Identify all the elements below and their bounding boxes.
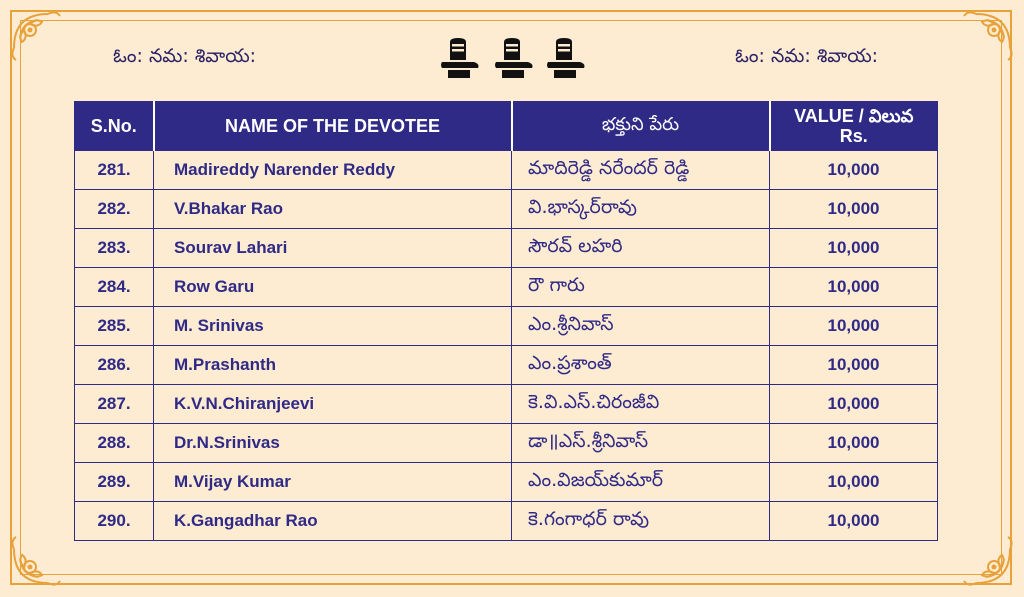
cell-value: 10,000 [770,151,938,190]
cell-name: K.Gangadhar Rao [154,502,512,541]
col-header-value-line2: Rs. [839,126,868,146]
col-header-sno: S.No. [75,102,154,151]
col-header-telugu-name: భక్తుని పేరు [512,102,770,151]
cell-telugu-name: డా॥ఎస్.శ్రీనివాస్ [512,424,770,463]
cell-value: 10,000 [770,502,938,541]
cell-sno: 289. [75,463,154,502]
cell-name: M.Prashanth [154,346,512,385]
cell-sno: 285. [75,307,154,346]
cell-sno: 290. [75,502,154,541]
cell-sno: 287. [75,385,154,424]
shiva-lingam-group [440,38,586,80]
cell-sno: 286. [75,346,154,385]
table-row [75,190,938,229]
table-row [75,151,938,190]
cell-telugu-name: ఎం.శ్రీనివాస్ [512,307,770,346]
cell-value: 10,000 [770,268,938,307]
cell-value: 10,000 [770,463,938,502]
cell-sno: 283. [75,229,154,268]
cell-name: K.V.N.Chiranjeevi [154,385,512,424]
cell-name: M. Srinivas [154,307,512,346]
cell-value: 10,000 [770,190,938,229]
cell-value: 10,000 [770,385,938,424]
cell-value: 10,000 [770,424,938,463]
cell-name: Madireddy Narender Reddy [154,151,512,190]
shiva-lingam-icon [547,38,585,78]
cell-name: Dr.N.Srinivas [154,424,512,463]
cell-telugu-name: మాదిరెడ్డి నరేందర్ రెడ్డి [512,151,770,190]
cell-name: V.Bhakar Rao [154,190,512,229]
cell-value: 10,000 [770,229,938,268]
table-row [75,502,938,541]
cell-name: Row Garu [154,268,512,307]
donor-table [74,101,938,541]
table-row [75,385,938,424]
col-header-value [770,102,938,151]
floral-corner-ornament-icon [8,8,78,78]
cell-telugu-name: ఎం.ప్రశాంత్ [512,346,770,385]
cell-telugu-name: రౌ గారు [512,268,770,307]
table-row [75,307,938,346]
table-row [75,346,938,385]
floral-corner-ornament-icon [946,519,1016,589]
cell-telugu-name: కె.వి.ఎస్.చిరంజీవి [512,385,770,424]
col-header-name: NAME OF THE DEVOTEE [154,102,512,151]
floral-corner-ornament-icon [8,519,78,589]
table-row [75,229,938,268]
cell-sno: 284. [75,268,154,307]
cell-telugu-name: సౌరవ్ లహరి [512,229,770,268]
table-header-row [75,102,938,151]
cell-sno: 288. [75,424,154,463]
table-row [75,424,938,463]
cell-name: M.Vijay Kumar [154,463,512,502]
col-header-value-line1: VALUE / విలువ [794,106,914,126]
table-row [75,463,938,502]
cell-name: Sourav Lahari [154,229,512,268]
chant-left: ఓం: నమ: శివాయ: [113,45,257,67]
cell-sno: 281. [75,151,154,190]
cell-value: 10,000 [770,307,938,346]
table-row [75,268,938,307]
cell-sno: 282. [75,190,154,229]
chant-right: ఓం: నమ: శివాయ: [735,45,879,67]
shiva-lingam-icon [495,38,533,78]
cell-telugu-name: ఎం.విజయ్‌కుమార్ [512,463,770,502]
cell-value: 10,000 [770,346,938,385]
floral-corner-ornament-icon [946,8,1016,78]
shiva-lingam-icon [441,38,479,78]
cell-telugu-name: కె.గంగాధర్ రావు [512,502,770,541]
cell-telugu-name: వి.భాస్కర్‌రావు [512,190,770,229]
